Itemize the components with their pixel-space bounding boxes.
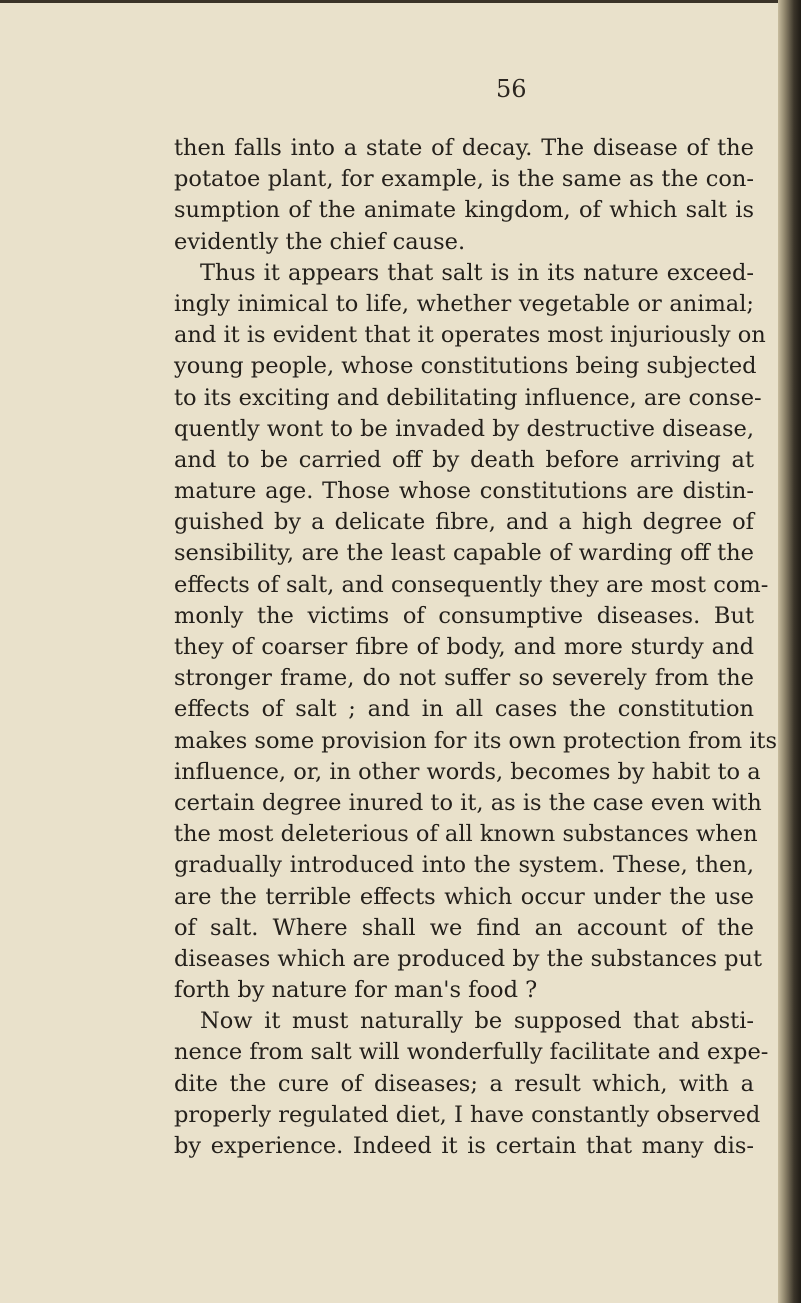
- text-line: are the terrible effects which occur under the use: [174, 883, 754, 910]
- text-line: makes some provision for its own protection from its: [174, 727, 777, 754]
- text-line: stronger frame, do not suffer so severely from the: [174, 665, 754, 692]
- text-line: and it is evident that it operates most injuriously on: [174, 322, 766, 349]
- text-line: Thus it appears that salt is in its nature exceed-: [200, 259, 754, 286]
- text-line: gradually introduced into the system. These, then,: [174, 852, 754, 879]
- text-line: dite the cure of diseases; a result which, with a: [174, 1070, 754, 1097]
- text-line: evidently the chief cause.: [174, 228, 466, 255]
- book-binding-edge: [778, 0, 801, 1303]
- text-line: ingly inimical to life, whether vegetable or animal;: [174, 290, 754, 317]
- text-line: influence, or, in other words, becomes by habit to a: [174, 758, 761, 785]
- text-line: by experience. Indeed it is certain that many dis-: [174, 1133, 754, 1159]
- text-line: effects of salt ; and in all cases the constitution: [174, 696, 754, 723]
- text-line: properly regulated diet, I have constantly observed: [174, 1101, 761, 1128]
- page-number: 56: [496, 75, 527, 103]
- text-line: to its exciting and debilitating influence, are conse-: [174, 384, 762, 411]
- text-line: nence from salt will wonderfully facilitate and expe-: [174, 1039, 769, 1066]
- text-line: guished by a delicate fibre, and a high degree of: [174, 509, 754, 536]
- text-line: the most deleterious of all known substances when: [174, 821, 758, 848]
- text-line: sumption of the animate kingdom, of which salt is: [174, 197, 754, 224]
- text-line: and to be carried off by death before arriving at: [174, 446, 754, 473]
- text-line: potatoe plant, for example, is the same as the con-: [174, 166, 754, 193]
- text-line: young people, whose constitutions being subjected: [174, 353, 757, 380]
- text-line: diseases which are produced by the substances put: [174, 945, 763, 972]
- text-line: sensibility, are the least capable of warding off the: [174, 540, 754, 567]
- text-line: mature age. Those whose constitutions are distin-: [174, 478, 754, 505]
- text-line: then falls into a state of decay. The disease of the: [174, 135, 754, 161]
- text-line: quently wont to be invaded by destructive disease,: [174, 415, 754, 442]
- text-line: forth by nature for man's food ?: [174, 977, 538, 1004]
- text-line: of salt. Where shall we find an account of the: [174, 914, 754, 941]
- text-line: certain degree inured to it, as is the case even with: [174, 789, 762, 816]
- text-line: they of coarser fibre of body, and more sturdy and: [174, 634, 754, 660]
- text-line: monly the victims of consumptive diseases. But: [174, 602, 754, 629]
- body-text: [174, 133, 777, 1162]
- text-line: Now it must naturally be supposed that absti-: [200, 1008, 754, 1035]
- text-line: effects of salt, and consequently they are most com-: [174, 571, 769, 598]
